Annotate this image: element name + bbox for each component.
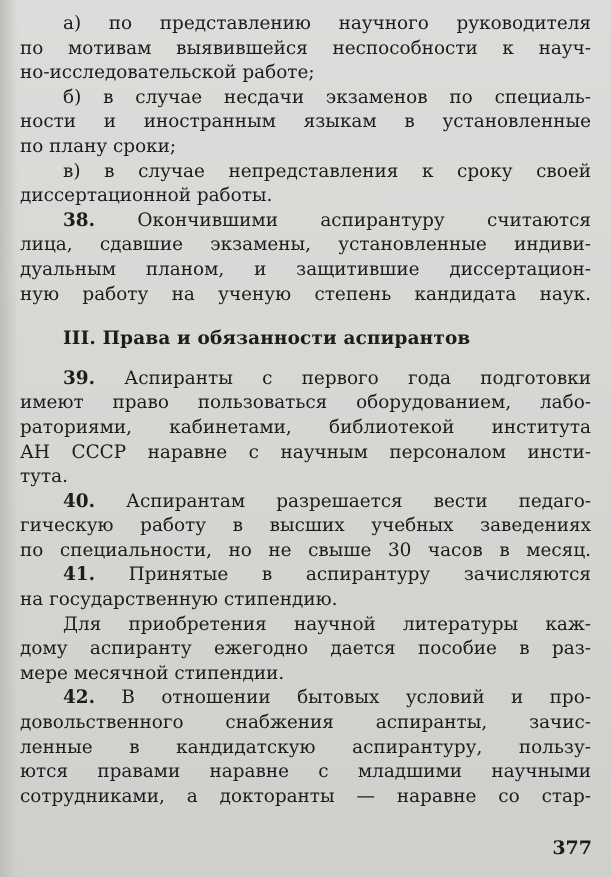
text-line: Принятые в аспирантуру зачисляются xyxy=(128,564,591,586)
text-line: гическую работу в высших учебных заведениях xyxy=(20,515,591,537)
text-line: тута. xyxy=(20,466,68,488)
text-block-top xyxy=(20,12,591,307)
text-line: Для приобретения научной литературы каж- xyxy=(63,613,591,635)
paragraph-number: 38. xyxy=(63,209,95,231)
text-line: ются правами наравне с младшими научными xyxy=(20,761,591,783)
text-line: по специальности, но не свыше 30 часов в месяц. xyxy=(20,539,591,561)
text-line: дуальным планом, и защитившие диссертацион- xyxy=(20,258,591,280)
paragraph-number: 40. xyxy=(63,490,95,512)
text-line: б) в случае несдачи экзаменов по специаль- xyxy=(63,86,591,108)
section-heading: III. Права и обязанности аспирантов xyxy=(63,328,471,350)
paragraph-42-first-line xyxy=(20,686,591,711)
text-line: но-исследовательской работе; xyxy=(20,62,315,84)
text-line: довольственного снабжения аспиранты, зачис- xyxy=(20,712,591,734)
text-line: Аспиранты с первого года подготовки xyxy=(124,367,591,389)
text-block-bottom xyxy=(20,367,591,810)
paragraph-39-first-line xyxy=(20,367,591,392)
paragraph-number: 41. xyxy=(63,564,95,586)
text-line: раториями, кабинетами, библиотекой института xyxy=(20,416,591,438)
page-number: 377 xyxy=(552,837,592,859)
paragraph-38-first-line xyxy=(20,209,591,234)
text-line: имеют право пользоваться оборудованием, лабо- xyxy=(20,392,591,414)
text-line: Аспирантам разрешается вести педаго- xyxy=(126,490,591,512)
text-line: В отношении бытовых условий и про- xyxy=(121,687,591,709)
text-line: ную работу на ученую степень кандидата наук. xyxy=(20,283,591,305)
text-line: ности и иностранным языкам в установленные xyxy=(20,111,591,133)
paragraph-40-first-line xyxy=(20,490,591,515)
text-line: дому аспиранту ежегодно дается пособие в раз- xyxy=(20,638,591,660)
text-line: лица, сдавшие экзамены, установленные индиви- xyxy=(20,234,591,256)
text-line: ленные в кандидатскую аспирантуру, пользу- xyxy=(20,736,591,758)
text-line: сотрудниками, а докторанты — наравне со стар- xyxy=(20,785,591,807)
text-line: по плану сроки; xyxy=(20,135,177,157)
text-line: по мотивам выявившейся неспособности к науч- xyxy=(20,37,591,59)
text-line: на государственную стипендию. xyxy=(20,589,338,611)
paragraph-number: 42. xyxy=(63,687,95,709)
text-line: в) в случае непредставления к сроку своей xyxy=(63,160,591,182)
text-line: АН СССР наравне с научным персоналом инсти- xyxy=(20,441,591,463)
paragraph-number: 39. xyxy=(63,367,95,389)
text-line: Окончившими аспирантуру считаются xyxy=(137,209,591,231)
text-line: мере месячной стипендии. xyxy=(20,662,285,684)
text-line: диссертационной работы. xyxy=(20,185,273,207)
paragraph-41-first-line xyxy=(20,563,591,588)
text-line: а) по представлению научного руководителя xyxy=(63,13,591,34)
